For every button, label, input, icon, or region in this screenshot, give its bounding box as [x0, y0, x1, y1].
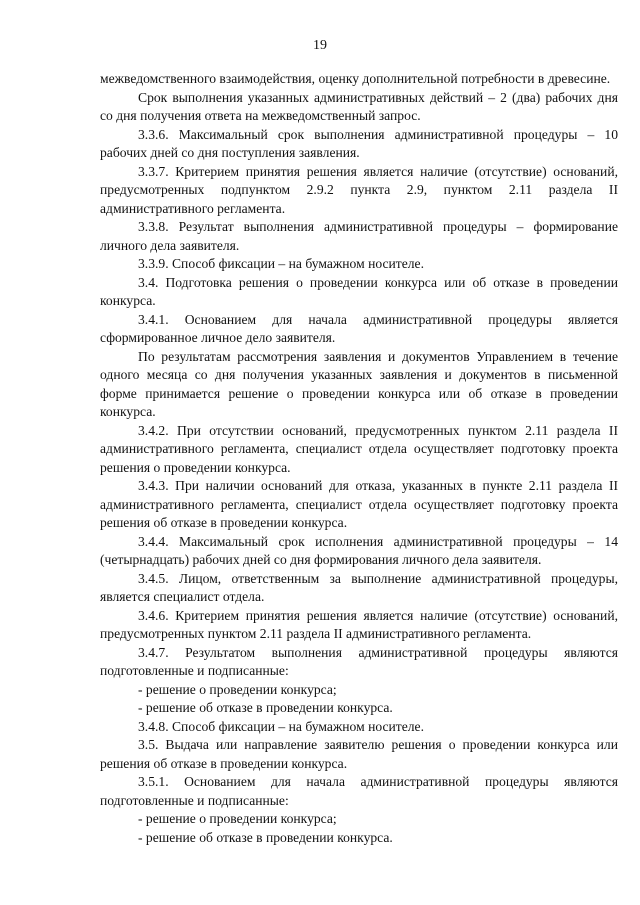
paragraph-3-4-2: 3.4.2. При отсутствии оснований, предусмотренных пунктом 2.11 раздела II административного регламента, специалист отдела осуществляет подготовку проекта решения о проведении конкурса.: [100, 422, 618, 475]
paragraph-3-3-6: 3.3.6. Максимальный срок выполнения административной процедуры – 10 рабочих дней со дня поступления заявления.: [100, 126, 618, 160]
page-number: 19: [313, 38, 327, 53]
list-item-decision-refuse: - решение об отказе в проведении конкурса.: [138, 700, 393, 715]
paragraph-1: межведомственного взаимодействия, оценку дополнительной потребности в древесине.: [100, 71, 611, 86]
paragraph-2: Срок выполнения указанных административных действий – 2 (два) рабочих дня со дня получения ответа на межведомственный запрос.: [100, 89, 618, 123]
paragraph-3-4-6: 3.4.6. Критерием принятия решения является наличие (отсутствие) оснований, предусмотренных пунктом 2.11 раздела II административного регламента.: [100, 607, 618, 641]
paragraph-review-results: По результатам рассмотрения заявления и документов Управлением в течение одного месяца со дня получения указанных заявления и документов в письменной форме принимается решение о проведении конкурса или об отказе в проведении конкурса.: [100, 348, 618, 419]
list-item-decision-refuse-2: - решение об отказе в проведении конкурса.: [138, 829, 393, 845]
paragraph-3-3-9: 3.3.9. Способ фиксации – на бумажном носителе.: [138, 256, 424, 271]
list-item-decision-hold-2: - решение о проведении конкурса;: [138, 811, 337, 826]
paragraph-3-4-3: 3.4.3. При наличии оснований для отказа, указанных в пункте 2.11 раздела II административного регламента, специалист отдела осуществляет подготовку проекта решения об отказе в проведении конкурса.: [100, 478, 618, 530]
paragraph-3-4-8: 3.4.8. Способ фиксации – на бумажном носителе.: [138, 718, 424, 734]
paragraph-3-4: 3.4. Подготовка решения о проведении конкурса или об отказе в проведении конкурса.: [100, 274, 618, 308]
paragraph-3-4-4: 3.4.4. Максимальный срок исполнения административной процедуры – 14 (четырнадцать) рабочих дней со дня формирования личного дела заявителя.: [100, 533, 618, 567]
paragraph-3-5: 3.5. Выдача или направление заявителю решения о проведении конкурса или решения об отказе в проведении конкурса.: [100, 737, 618, 771]
paragraph-3-4-1: 3.4.1. Основанием для начала административной процедуры является сформированное личное дело заявителя.: [100, 311, 618, 345]
paragraph-3-3-7: 3.3.7. Критерием принятия решения является наличие (отсутствие) оснований, предусмотренных подпунктом 2.9.2 пункта 2.9, пунктом 2.11 раздела II административного регламента.: [100, 163, 618, 216]
paragraph-3-3-8: 3.3.8. Результат выполнения административной процедуры – формирование личного дела заявителя.: [100, 219, 618, 253]
paragraph-3-5-1: 3.5.1. Основанием для начала административной процедуры являются подготовленные и подписанные:: [100, 774, 618, 808]
list-item-decision-hold: - решение о проведении конкурса;: [138, 681, 337, 697]
document-body: [100, 70, 618, 847]
paragraph-3-4-5: 3.4.5. Лицом, ответственным за выполнение административной процедуры, является специалист отдела.: [100, 570, 618, 604]
paragraph-3-4-7: 3.4.7. Результатом выполнения административной процедуры являются подготовленные и подписанные:: [100, 644, 618, 678]
